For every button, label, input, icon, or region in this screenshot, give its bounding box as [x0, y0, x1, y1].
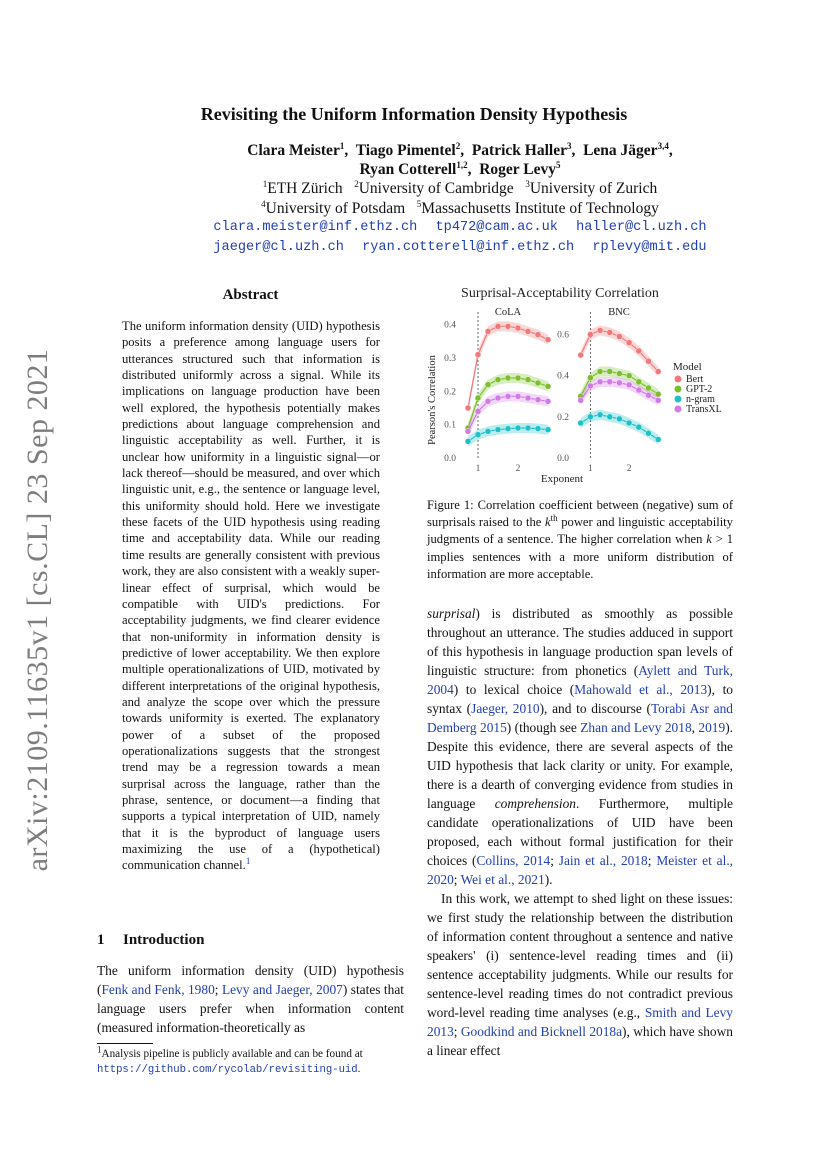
citation-link[interactable]: 2019 — [698, 720, 726, 735]
data-point-bert — [587, 331, 593, 337]
data-point-gpt-2 — [525, 377, 531, 383]
x-tick-label-cola: 2 — [515, 464, 521, 474]
data-point-transxl — [525, 395, 531, 401]
footnote: $^1$Analysis pipeline is publicly available and can be found at https://github.com/rycolab/revisiting-uid. — [97, 1044, 363, 1076]
data-point-bert — [535, 332, 541, 338]
data-point-n-gram — [646, 430, 652, 436]
affiliations: $^4$University of Potsdam $^5$Massachusetts Institute of Technology — [261, 198, 659, 217]
data-point-n-gram — [655, 436, 661, 442]
panel-label-cola: CoLA — [494, 307, 522, 318]
email-link[interactable]: jaeger@cl.uzh.ch — [213, 240, 344, 255]
author-name: Roger Levy — [479, 161, 557, 178]
data-point-transxl — [535, 397, 541, 403]
data-point-n-gram — [535, 426, 541, 432]
data-point-gpt-2 — [475, 395, 481, 401]
y-tick-label-cola: 0.1 — [444, 420, 456, 431]
data-point-gpt-2 — [587, 375, 593, 381]
y-tick-label-bnc: 0.4 — [557, 371, 569, 382]
data-point-transxl — [465, 428, 471, 434]
legend — [673, 361, 722, 415]
data-point-n-gram — [626, 420, 632, 426]
panel-label-bnc: BNC — [608, 307, 630, 318]
x-tick-label-bnc: 1 — [588, 464, 593, 474]
data-point-n-gram — [465, 438, 471, 444]
paper-title: Revisiting the Uniform Information Density Hypothesis — [200, 104, 628, 124]
legend-swatch-transxl — [675, 406, 682, 413]
data-point-n-gram — [495, 427, 501, 433]
data-point-n-gram — [587, 414, 593, 420]
x-axis-label: Exponent — [540, 473, 584, 485]
author-list: Ryan Cotterell$^{1,2}$, Roger Levy$^5$ — [359, 159, 561, 178]
data-point-n-gram — [636, 424, 642, 430]
author-list: Clara Meister$^1$, Tiago Pimentel$^2$, Patrick Haller$^3$, Lena Jäger$^{3,4}$, — [247, 140, 673, 159]
email-link[interactable]: ryan.cotterell@inf.ethz.ch — [362, 240, 575, 255]
data-point-transxl — [636, 387, 642, 393]
data-point-n-gram — [475, 432, 481, 438]
data-point-n-gram — [545, 427, 551, 433]
data-point-gpt-2 — [515, 375, 521, 381]
author-name: Clara Meister — [247, 142, 340, 159]
data-point-bert — [597, 327, 603, 333]
data-point-transxl — [587, 383, 593, 389]
abstract-body: The uniform information density (UID) hypothesis posits a preference among language users for utterances structured such that information is distributed uniformly across a signal. While its implications on language production have been well explored, the hypothesis potentially makes predictions about language comprehension and linguistic acceptability as well. Further, it is unclear how uniformity in a linguistic signal—or lack thereof—should be measured, and over which linguistic unit, e.g., the sentence or language level, this uniformity should hold. Here we investigate these facets of the UID hypothesis using reading time and acceptability data. While our reading time results are generally consistent with previous work, they are also consistent with a weakly super-linear effect of surprisal, which would be compatible with UID's predictions. For acceptability judgments, we find clearer evidence that non-uniformity in information density is predictive of lower acceptability. We then explore multiple operationalizations of UID, motivated by different interpretations of the original hypothesis, and analyze the scope over which the pressure towards uniformity is exerted. The explanatory power of a subset of the proposed operationalizations suggests that the strongest trend may be a regression towards a mean surprisal across the language, rather than the phrase, sentence, or document—a finding that supports a typical interpretation of UID, namely that it is the byproduct of language users maximizing the use of a (hypothetical) communication channel.$^1$ — [122, 319, 380, 873]
author-name: Ryan Cotterell — [359, 161, 457, 178]
y-tick-label-bnc: 0.2 — [557, 412, 569, 423]
data-point-transxl — [616, 380, 622, 386]
citation-link[interactable]: Smith and Levy 2013 — [427, 1005, 733, 1039]
data-point-n-gram — [525, 425, 531, 431]
citation-link[interactable]: Jain et al., 2018 — [558, 853, 648, 868]
data-point-transxl — [646, 392, 652, 398]
citation-link[interactable]: Fenk and Fenk, 1980 — [101, 982, 215, 997]
email-link[interactable]: tp472@cam.ac.uk — [435, 220, 558, 235]
data-point-gpt-2 — [545, 383, 551, 389]
intro-paragraph: The uniform information density (UID) hypothesis (Fenk and Fenk, 1980; Levy and Jaeger, 2007) states that language users prefer when information content (measured information-theoretically as — [97, 963, 404, 1035]
y-tick-label-cola: 0.4 — [444, 320, 456, 331]
figure-title: Surprisal-Acceptability Correlation — [461, 286, 659, 301]
data-point-transxl — [655, 397, 661, 403]
email-link[interactable]: haller@cl.uzh.ch — [576, 220, 707, 235]
citation-link[interactable]: Levy and Jaeger, 2007 — [221, 982, 343, 997]
data-point-n-gram — [505, 426, 511, 432]
data-point-gpt-2 — [626, 373, 632, 379]
data-point-gpt-2 — [616, 371, 622, 377]
intro-continued — [427, 604, 733, 1060]
data-point-gpt-2 — [485, 382, 491, 388]
data-point-gpt-2 — [505, 375, 511, 381]
data-point-gpt-2 — [607, 369, 613, 375]
data-point-n-gram — [597, 412, 603, 418]
citation-link[interactable]: Collins, 2014 — [476, 853, 551, 868]
citation-link[interactable]: Wei et al., 2021 — [460, 872, 545, 887]
email-list — [90, 240, 828, 255]
data-point-transxl — [475, 408, 481, 414]
body-paragraph: In this work, we attempt to shed light on these issues: we first study the relationship between the distribution of information content throughout a sentence and native speakers' (i) sentence-level reading times and (ii) sentence acceptability judgments. While our results for sentence-level reading times do not contradict previous word-level reading time analyses (e.g., Smith and Levy 2013; Goodkind and Bicknell 2018a), which have shown a linear effect — [427, 891, 733, 1058]
data-point-bert — [578, 352, 584, 358]
arxiv-stamp: arXiv:2109.11635v1 [cs.CL] 23 Sep 2021 — [21, 348, 54, 872]
citation-link[interactable]: Mahowald et al., 2013 — [574, 682, 708, 697]
data-point-bert — [515, 325, 521, 331]
legend-title: Model — [673, 361, 702, 373]
legend-label-bert: Bert — [686, 374, 704, 385]
correlation-figure — [420, 278, 732, 488]
data-point-transxl — [515, 393, 521, 399]
data-point-gpt-2 — [597, 369, 603, 375]
data-point-bert — [626, 340, 632, 346]
citation-link[interactable]: Goodkind and Bicknell 2018a — [460, 1024, 623, 1039]
legend-label-gpt-2: GPT-2 — [686, 384, 713, 395]
data-point-transxl — [545, 398, 551, 404]
y-axis-label: Pearson's Correlation — [427, 355, 438, 445]
data-point-gpt-2 — [636, 379, 642, 385]
body-paragraph: surprisal) is distributed as smoothly as possible throughout an utterance. The studies adduced in support of this hypothesis in language production span levels of linguistic structure: from phonetics (Aylett and Turk, 2004) to lexical choice (Mahowald et al., 2013), to syntax (Jaeger, 2010), and to discourse (Torabi Asr and Demberg 2015) (though see Zhan and Levy 2018, 2019). Despite this evidence, there are several aspects of the UID hypothesis that lack clarity or unity. For example, there is a dearth of converging evidence from studies in language comprehension. Furthermore, multiple candidate operationalizations of UID have been proposed, each without formal justification for their choices (Collins, 2014; Jain et al., 2018; Meister et al., 2020; Wei et al., 2021). — [427, 606, 734, 887]
data-point-transxl — [597, 379, 603, 385]
y-tick-label-cola: 0.2 — [444, 387, 456, 398]
abstract-heading: Abstract — [222, 287, 279, 303]
data-point-bert — [636, 348, 642, 354]
data-point-bert — [646, 358, 652, 364]
data-point-transxl — [485, 398, 491, 404]
author-name: Patrick Haller — [471, 142, 567, 159]
data-point-bert — [607, 329, 613, 335]
footnote-url-link[interactable]: https://github.com/rycolab/revisiting-uid — [97, 1064, 358, 1076]
footnote-rule — [97, 1043, 153, 1044]
y-tick-label-cola: 0.3 — [444, 354, 456, 364]
data-point-bert — [525, 328, 531, 334]
data-point-transxl — [578, 397, 584, 403]
data-point-n-gram — [485, 428, 491, 434]
panel-bnc — [557, 312, 661, 474]
citation-link[interactable]: Aylett and Turk, 2004 — [427, 663, 734, 697]
y-tick-label-cola: 0.0 — [444, 454, 456, 464]
data-point-bert — [655, 369, 661, 375]
data-point-bert — [545, 337, 551, 343]
data-point-bert — [616, 334, 622, 340]
data-point-n-gram — [616, 416, 622, 422]
figure-caption: Figure 1: Correlation coefficient between (negative) sum of surprisals raised to the $k^{th}$ power and linguistic acceptability judgments of a sentence. The higher correlation when k > 1 implies sentences with a more uniform distribution of information are more acceptable. — [427, 498, 734, 581]
citation-link[interactable]: Torabi Asr and Demberg 2015 — [427, 701, 734, 735]
x-tick-label-bnc: 2 — [626, 464, 632, 474]
legend-label-transxl: TransXL — [686, 404, 722, 415]
data-point-transxl — [495, 395, 501, 401]
data-point-n-gram — [515, 425, 521, 431]
citation-link[interactable]: Zhan and Levy 2018 — [580, 720, 692, 735]
y-tick-label-bnc: 0.0 — [557, 454, 569, 464]
email-link[interactable]: rplevy@mit.edu — [592, 240, 707, 255]
data-point-bert — [485, 328, 491, 334]
data-point-bert — [475, 352, 481, 358]
email-link[interactable]: clara.meister@inf.ethz.ch — [213, 220, 418, 235]
data-point-n-gram — [578, 420, 584, 426]
affiliations: $^1$ETH Zürich $^2$University of Cambridge $^3$University of Zurich — [262, 178, 658, 197]
data-point-bert — [505, 323, 511, 329]
data-point-gpt-2 — [495, 377, 501, 383]
author-name: Tiago Pimentel — [355, 142, 456, 159]
legend-swatch-gpt-2 — [675, 386, 682, 393]
x-tick-label-cola: 1 — [475, 464, 481, 474]
legend-swatch-n-gram — [675, 396, 682, 403]
legend-label-n-gram: n-gram — [686, 394, 715, 405]
email-list — [90, 220, 828, 235]
data-point-bert — [465, 405, 471, 411]
legend-swatch-bert — [675, 376, 682, 383]
y-tick-label-bnc: 0.6 — [557, 330, 569, 341]
data-point-transxl — [626, 382, 632, 388]
data-point-transxl — [607, 379, 613, 385]
citation-link[interactable]: Jaeger, 2010 — [471, 701, 540, 716]
data-point-n-gram — [607, 414, 613, 420]
footnote-link[interactable]: 1 — [245, 856, 251, 867]
panel-cola — [444, 312, 551, 474]
citation-link[interactable]: Meister et al., 2020 — [427, 853, 734, 887]
data-point-bert — [495, 323, 501, 329]
section-heading: 1 Introduction — [97, 932, 205, 948]
data-point-transxl — [505, 393, 511, 399]
data-point-gpt-2 — [535, 380, 541, 386]
author-name: Lena Jäger — [583, 142, 658, 159]
